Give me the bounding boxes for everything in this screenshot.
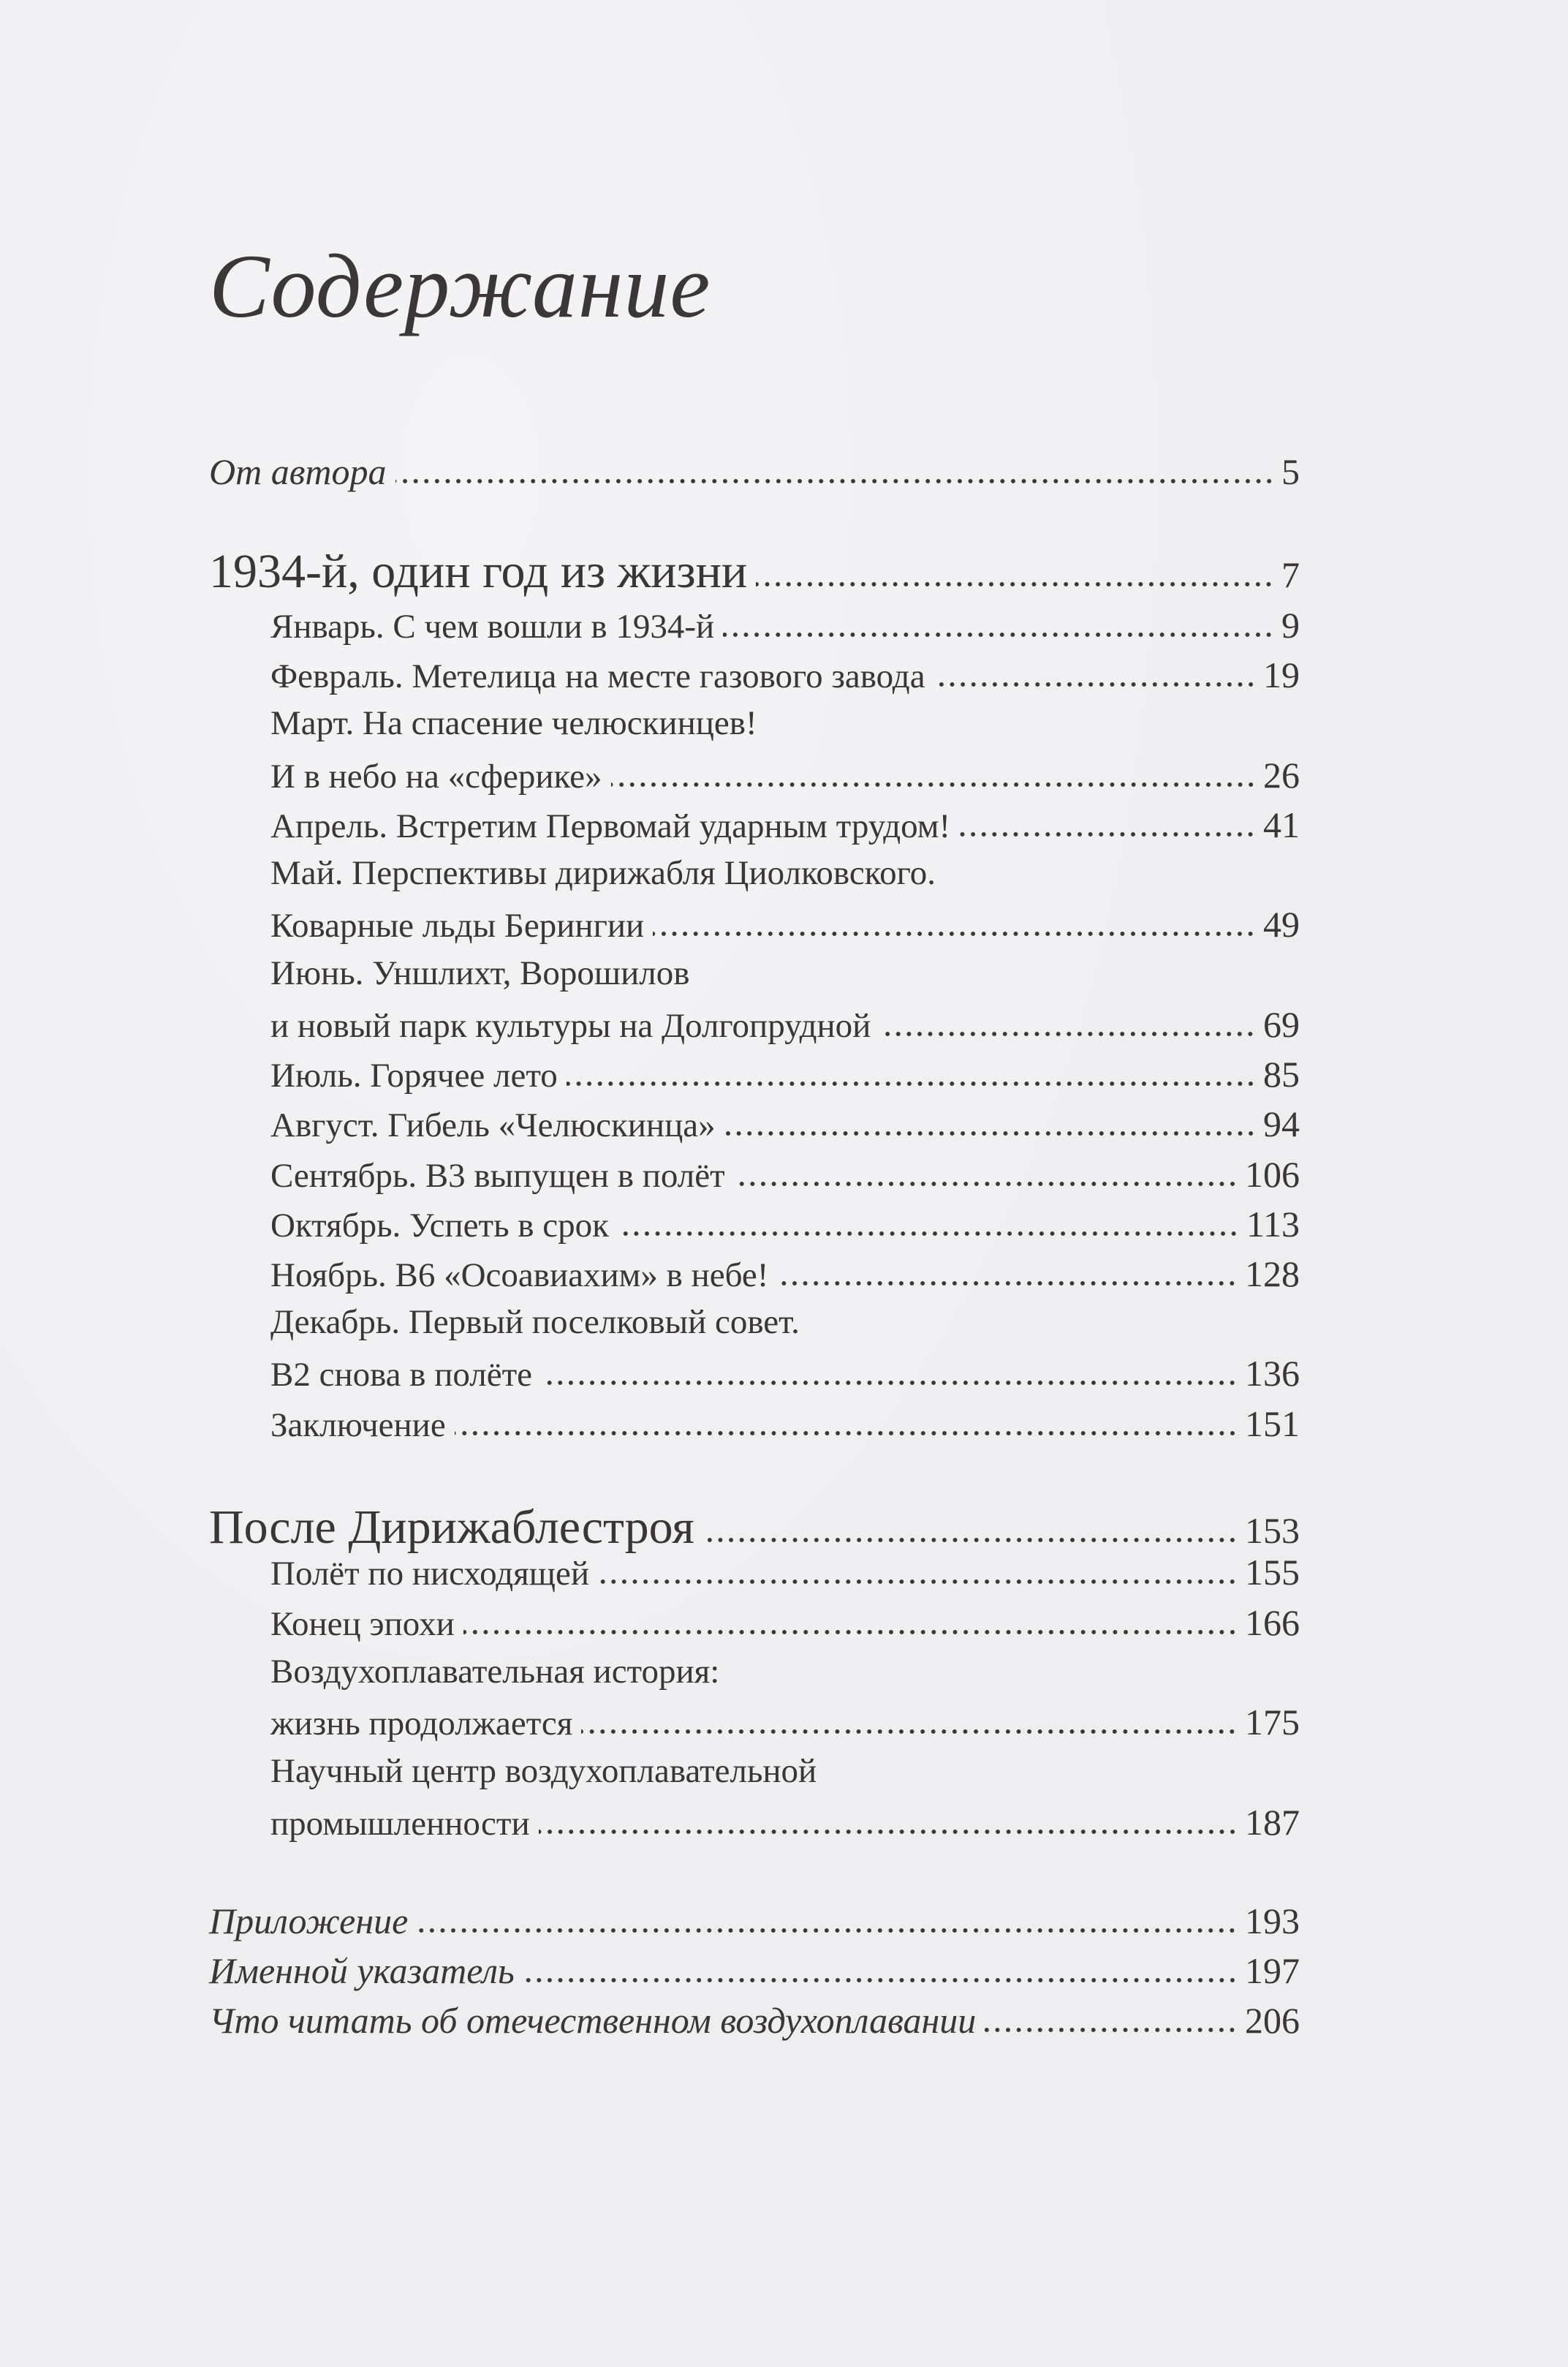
dot-leader [703,1538,1238,1542]
toc-chapter-label: Октябрь. Успеть в срок [270,1207,609,1245]
toc-page-number: 187 [1245,1802,1300,1843]
toc-chapter-label: И в небо на «сферике» [270,758,602,796]
toc-chapter-august[interactable] [270,1103,1300,1145]
dot-leader [879,1032,1256,1036]
toc-page-number: 175 [1245,1702,1300,1743]
toc-chapter-end-of-era[interactable] [270,1601,1300,1644]
toc-chapter-november[interactable] [270,1253,1300,1295]
toc-chapter-june-line2[interactable] [270,1003,1300,1046]
toc-chapter-january[interactable] [270,604,1300,646]
toc-chapter-label: Январь. С чем вошли в 1934-й [270,608,715,646]
toc-page-number: 9 [1281,605,1300,646]
toc-chapter-label: Август. Гибель «Челюскинца» [270,1106,716,1144]
dot-leader [756,582,1274,586]
toc-chapter-aeronautics-history-line2[interactable] [270,1701,1300,1743]
toc-chapter-label: Полёт по нисходящей [270,1555,589,1593]
toc-chapter-label: промышленности [270,1805,530,1843]
toc-chapter-july[interactable] [270,1053,1300,1095]
toc-page-number: 19 [1263,654,1300,695]
dot-leader [463,1630,1238,1634]
toc-entry-label: От автора [209,451,387,492]
toc-chapter-label: Июль. Горячее лето [270,1057,558,1095]
dot-leader [934,682,1256,687]
dot-leader [598,1579,1238,1584]
toc-page-number: 26 [1263,755,1300,796]
toc-chapter-label: Апрель. Встретим Первомай ударным трудом! [270,807,951,845]
toc-chapter-april[interactable] [270,804,1300,846]
toc-chapter-june-line1[interactable] [270,954,1300,993]
toc-entry-name-index[interactable] [209,1949,1300,1992]
toc-page-number: 166 [1245,1602,1300,1643]
dot-leader [959,832,1256,837]
dot-leader [734,1182,1238,1186]
toc-chapter-september[interactable] [270,1153,1300,1196]
toc-chapter-may-line1[interactable] [270,853,1300,893]
toc-chapter-label: жизнь продолжается [270,1705,573,1743]
toc-page-number: 113 [1246,1204,1300,1245]
toc-page-number: 7 [1281,554,1300,595]
toc-page-number: 136 [1245,1353,1300,1394]
toc-chapter-science-center-line1[interactable] [270,1751,1300,1791]
toc-page-number: 49 [1263,904,1300,945]
dot-leader [724,1131,1256,1136]
toc-chapter-label: Март. На спасение челюскинцев! [270,704,757,742]
dot-leader [567,1081,1256,1086]
dot-leader [777,1281,1238,1286]
page-title: Содержание [209,236,711,336]
toc-chapter-conclusion[interactable] [270,1403,1300,1445]
toc-page-number: 5 [1281,451,1300,492]
toc-page-number: 106 [1245,1154,1300,1195]
toc-chapter-label: В2 снова в полёте [270,1356,532,1394]
dot-leader [395,479,1274,483]
toc-part-after-dirizhablestroy[interactable] [209,1500,1300,1555]
toc-chapter-march-line1[interactable] [270,703,1300,743]
toc-chapter-label: Коварные льды Берингии [270,907,645,945]
toc-part-title: После Дирижаблестроя [209,1500,694,1554]
toc-entry-further-reading[interactable] [209,1999,1300,2042]
toc-page-number: 193 [1245,1900,1300,1941]
toc-entry-label: Что читать об отечественном воздухоплавании [209,2000,977,2041]
toc-entry-label: Именной указатель [209,1950,515,1991]
toc-chapter-aeronautics-history-line1[interactable] [270,1652,1300,1691]
dot-leader [611,782,1257,787]
toc-page-number: 206 [1245,2000,1300,2041]
toc-chapter-october[interactable] [270,1203,1300,1245]
toc-page-number: 155 [1245,1552,1300,1593]
toc-page-number: 153 [1245,1510,1300,1551]
toc-part-1934[interactable] [209,544,1300,600]
toc-chapter-label: Конец эпохи [270,1605,455,1643]
toc-chapter-label: Воздухоплавательная история: [270,1653,720,1691]
toc-chapter-label: Ноябрь. В6 «Осоавиахим» в небе! [270,1256,769,1294]
dot-leader [653,932,1256,936]
toc-chapter-label: Заключение [270,1406,446,1444]
toc-chapter-february[interactable] [270,654,1300,696]
dot-leader [455,1431,1238,1435]
toc-chapter-december-line1[interactable] [270,1302,1300,1342]
dot-leader [541,1381,1238,1385]
toc-chapter-label: Февраль. Метелица на месте газового завода [270,657,925,695]
toc-page-number: 41 [1263,804,1300,845]
toc-chapter-label: Июнь. Уншлихт, Ворошилов [270,954,690,992]
toc-chapter-label: Май. Перспективы дирижабля Циолковского. [270,854,936,892]
toc-part-title: 1934-й, один год из жизни [209,545,748,598]
dot-leader [581,1729,1238,1734]
dot-leader [523,1978,1238,1982]
toc-chapter-label: Научный центр воздухоплавательной [270,1752,817,1790]
dot-leader [723,633,1274,637]
toc-entry-label: Приложение [209,1900,409,1941]
toc-chapter-label: и новый парк культуры на Долгопрудной [270,1007,871,1045]
toc-chapter-label: Сентябрь. В3 выпущен в полёт [270,1157,725,1195]
toc-page-number: 69 [1263,1004,1300,1045]
toc-chapter-label: Декабрь. Первый поселковый совет. [270,1303,800,1341]
dot-leader [539,1830,1238,1834]
toc-page-number: 128 [1245,1253,1300,1294]
toc-chapter-descending-flight[interactable] [270,1551,1300,1593]
toc-chapter-science-center-line2[interactable] [270,1801,1300,1843]
toc-page-number: 197 [1245,1950,1300,1991]
dot-leader [618,1231,1239,1236]
toc-entry-appendix[interactable] [209,1900,1300,1942]
toc-page-number: 85 [1263,1054,1300,1095]
dot-leader [417,1928,1238,1933]
toc-page-number: 151 [1245,1403,1300,1444]
toc-chapter-december-line2[interactable] [270,1352,1300,1394]
toc-entry-author-preface[interactable] [209,450,1300,493]
toc-chapter-march-line2[interactable] [270,754,1300,796]
toc-page-number: 94 [1263,1103,1300,1144]
toc-chapter-may-line2[interactable] [270,903,1300,945]
dot-leader [985,2028,1238,2032]
